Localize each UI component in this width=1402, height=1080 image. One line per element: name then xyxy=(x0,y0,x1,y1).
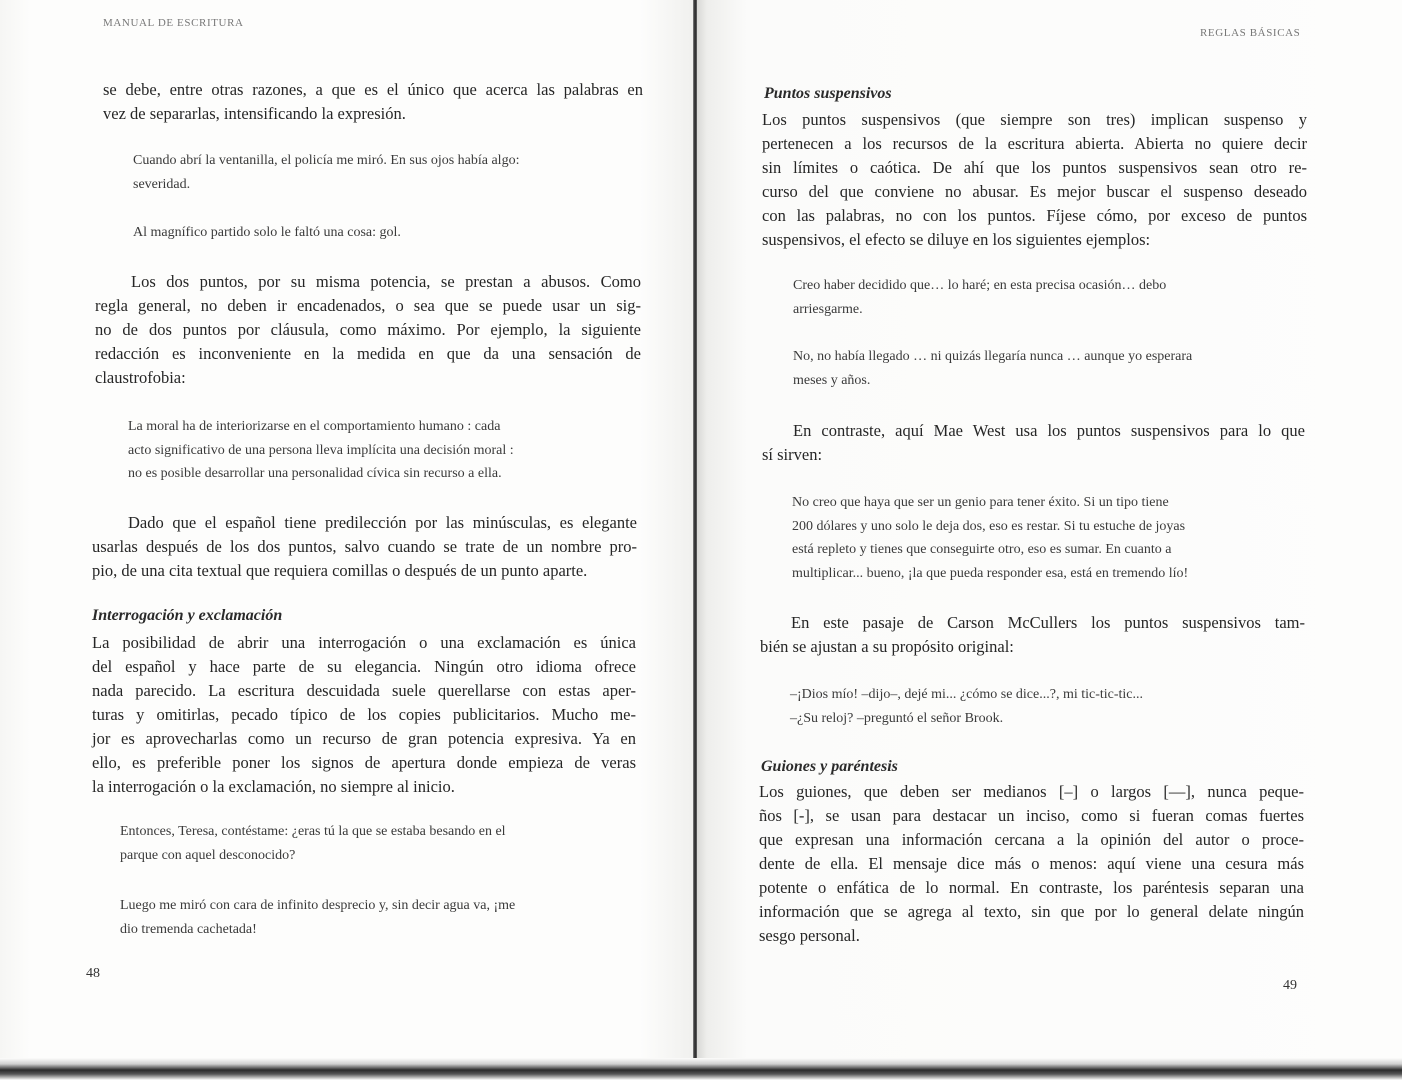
quote xyxy=(793,274,1272,321)
page-number: 49 xyxy=(1283,978,1297,993)
quote xyxy=(793,345,1272,392)
text-line: curso del que conviene no abusar. Es mejor buscar el suspenso deseado xyxy=(762,182,1307,201)
text-line: Los guiones, que deben ser medianos [–] o largos [—], nunca peque- xyxy=(759,782,1304,801)
section-heading: Interrogación y exclamación xyxy=(92,607,283,624)
text-line: se debe, entre otras razones, a que es el único que acerca las palabras en xyxy=(103,80,643,99)
paragraph xyxy=(762,108,1307,252)
paragraph xyxy=(760,611,1305,659)
text-line: En contraste, aquí Mae West usa los puntos suspensivos para lo que xyxy=(793,421,1305,440)
text-line: No, no había llegado … ni quizás llegaría nunca … aunque yo esperara xyxy=(793,349,1193,364)
text-line: Dado que el español tiene predilección por las minúsculas, es elegante xyxy=(128,513,637,532)
section-heading: Guiones y paréntesis xyxy=(761,758,898,775)
text-line: En este pasaje de Carson McCullers los puntos suspensivos tam- xyxy=(791,613,1305,632)
paragraph xyxy=(95,270,641,390)
text-line: turas y omitirlas, pecado típico de los copies publicitarios. Mucho me- xyxy=(92,705,636,724)
left-page xyxy=(0,0,697,1080)
text-line: No creo que haya que ser un genio para tener éxito. Si un tipo tiene xyxy=(792,495,1169,510)
text-line: Entonces, Teresa, contéstame: ¿eras tú la que se estaba besando en el xyxy=(120,824,506,839)
text-line: potente o enfática de lo normal. En contraste, los paréntesis separan una xyxy=(759,878,1304,897)
right-page xyxy=(697,0,1402,1080)
text-line: La posibilidad de abrir una interrogación o una exclamación es única xyxy=(92,633,636,652)
text-line: Cuando abrí la ventanilla, el policía me miró. En sus ojos había algo: xyxy=(133,153,520,168)
text-line: multiplicar... bueno, ¡la que pueda responder esa, está en tremendo lío! xyxy=(792,565,1189,581)
paragraph xyxy=(759,780,1304,948)
quote xyxy=(120,894,598,941)
text-line: arriesgarme. xyxy=(793,301,863,317)
text-line: usarlas después de los dos puntos, salvo cuando se trate de un nombre pro- xyxy=(92,537,637,556)
text-line: La moral ha de interiorizarse en el comportamiento humano : cada xyxy=(128,419,501,434)
book-gutter xyxy=(693,0,697,1080)
text-line: está repleto y tienes que conseguirte otro, eso es sumar. En cuanto a xyxy=(792,542,1172,557)
paragraph xyxy=(762,419,1305,467)
paragraph xyxy=(92,631,636,799)
text-line: redacción es inconveniente en la medida en que da una sensación de xyxy=(95,344,641,363)
text-line: ños [-], se usan para destacar un inciso, como si fueran comas fuertes xyxy=(759,806,1304,825)
text-line: nada parecido. La escritura descuidada suele querellarse con estas aper- xyxy=(92,681,636,700)
text-line: bién se ajustan a su propósito original: xyxy=(760,637,1014,656)
text-line: parque con aquel desconocido? xyxy=(120,847,296,863)
text-line: Luego me miró con cara de infinito desprecio y, sin decir agua va, ¡me xyxy=(120,898,516,913)
running-head: REGLAS BÁSICAS xyxy=(1200,27,1301,39)
text-line: suspensivos, el efecto se diluye en los siguientes ejemplos: xyxy=(762,230,1151,249)
text-line: pertenecen a los recursos de la escritura abierta. Abierta no quiere decir xyxy=(762,134,1307,153)
text-line: información que se agrega al texto, sin que por lo general delate ningún xyxy=(759,902,1304,921)
quote xyxy=(792,491,1272,585)
quote xyxy=(790,683,1143,730)
text-line: que expresan una información cercana a la opinión del autor o proce- xyxy=(759,830,1304,849)
text-line: pio, de una cita textual que requiera comillas o después de un punto aparte. xyxy=(92,561,588,580)
text-line: sin límites o caótica. De ahí que los puntos suspensivos sean otro re- xyxy=(762,158,1307,177)
text-line: claustrofobia: xyxy=(95,368,186,387)
quote xyxy=(133,149,611,196)
text-line: –¿Su reloj? –preguntó el señor Brook. xyxy=(790,710,1004,726)
text-line: ello, es preferible poner los signos de apertura donde empieza de veras xyxy=(92,753,636,772)
text-line: 200 dólares y uno solo le deja dos, eso es restar. Si tu estuche de joyas xyxy=(792,518,1186,534)
quote xyxy=(128,415,607,486)
text-line: Los puntos suspensivos (que siempre son tres) implican suspenso y xyxy=(762,110,1307,129)
paragraph xyxy=(92,511,637,583)
text-line: Creo haber decidido que… lo haré; en esta precisa ocasión… debo xyxy=(793,278,1167,293)
quote xyxy=(133,221,611,245)
text-line: no es posible desarrollar una personalidad cívica sin recurso a ella. xyxy=(128,466,502,481)
text-line: no de dos puntos por cláusula, como máximo. Por ejemplo, la siguiente xyxy=(95,320,641,339)
text-line: sesgo personal. xyxy=(759,926,860,945)
scan-edge xyxy=(0,1058,1402,1080)
text-line: –¡Dios mío! –dijo–, dejé mi... ¿cómo se dice...?, mi tic-tic-tic... xyxy=(790,687,1144,702)
text-line: meses y años. xyxy=(793,372,871,388)
text-line: acto significativo de una persona lleva implícita una decisión moral : xyxy=(128,442,514,458)
section-heading: Puntos suspensivos xyxy=(764,85,892,102)
text-line: con las palabras, no con los puntos. Fíjese cómo, por exceso de puntos xyxy=(762,206,1307,225)
page-number: 48 xyxy=(86,966,100,981)
text-line: jor es aprovecharlas como un recurso de gran potencia expresiva. Ya en xyxy=(92,729,636,748)
text-line: regla general, no deben ir encadenados, o sea que se puede usar un sig- xyxy=(95,296,641,315)
running-head: MANUAL DE ESCRITURA xyxy=(103,17,244,29)
text-line: la interrogación o la exclamación, no siempre al inicio. xyxy=(92,777,455,796)
text-line: dente de ella. El mensaje dice más o menos: aquí viene una cesura más xyxy=(759,854,1304,873)
text-line: sí sirven: xyxy=(762,445,823,464)
quote xyxy=(120,820,600,867)
text-line: dio tremenda cachetada! xyxy=(120,921,257,937)
paragraph xyxy=(103,78,643,126)
text-line: Los dos puntos, por su misma potencia, se prestan a abusos. Como xyxy=(131,272,641,291)
text-line: vez de separarlas, intensificando la expresión. xyxy=(103,104,406,123)
text-line: del español y hace parte de su elegancia. Ningún otro idioma ofrece xyxy=(92,657,636,676)
text-line: severidad. xyxy=(133,176,191,192)
text-line: Al magnífico partido solo le faltó una cosa: gol. xyxy=(133,225,401,240)
